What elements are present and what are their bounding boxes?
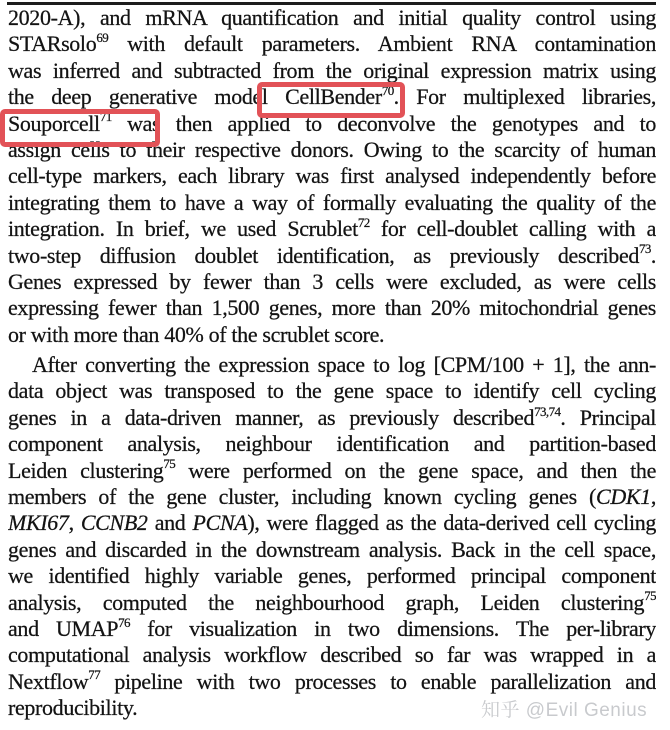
text-line: integration. In brief, we used Scrublet$^{72}$ for cell-doublet calling with a xyxy=(8,216,656,242)
text-line: Nextflow$^{77}$ pipeline with two processes to enable parallelization and xyxy=(8,668,656,694)
text-line: and UMAP$^{76}$ for visualization in two dimensions. The per-library xyxy=(8,615,656,641)
text-line: STARsolo$^{69}$ with default parameters. Ambient RNA contamination xyxy=(8,31,656,57)
text-line: assign cells to their respective donors. Owing to the scarcity of human xyxy=(8,136,656,162)
text-line: members of the gene cluster, including known cycling genes (CDK1, xyxy=(8,484,656,510)
text-line: reproducibility. xyxy=(8,695,138,721)
text-line: cell-type markers, each library was first analysed independently before xyxy=(8,163,656,189)
text-line: the deep generative model CellBender$^{70}$. For multiplexed libraries, xyxy=(8,84,656,110)
text-line: two-step diffusion doublet identification, as previously described$^{73}$. xyxy=(8,242,656,268)
text-line: component analysis, neighbour identification and partition-based xyxy=(8,431,656,457)
methods-text-column xyxy=(8,5,656,722)
text-line: Genes expressed by fewer than 3 cells were excluded, as were cells xyxy=(8,268,656,294)
text-line: or with more than 40% of the scrublet score. xyxy=(8,321,385,347)
text-line: integrating them to have a way of formally evaluating the quality of the xyxy=(8,189,656,215)
text-line: we identified highly variable genes, performed principal component xyxy=(8,563,656,589)
text-line: genes and discarded in the downstream analysis. Back in the cell space, xyxy=(8,536,656,562)
text-line: expressing fewer than 1,500 genes, more than 20% mitochondrial genes xyxy=(8,295,656,321)
text-line: After converting the expression space to log [CPM/100 + 1], the ann- xyxy=(32,352,656,378)
text-line: analysis, computed the neighbourhood graph, Leiden clustering$^{75}$ xyxy=(8,589,656,615)
methods-paragraph-2 xyxy=(8,352,656,721)
zhihu-watermark: 知乎 @Evil Genius xyxy=(481,700,648,721)
text-line: genes in a data-driven manner, as previously described$^{73,74}$. Principal xyxy=(8,404,656,430)
text-line: 2020-A), and mRNA quantification and initial quality control using xyxy=(8,5,656,30)
text-line: was inferred and subtracted from the original expression matrix using xyxy=(8,57,656,83)
text-line: Souporcell$^{71}$ was then applied to deconvolve the genotypes and to xyxy=(8,110,656,136)
text-line: Leiden clustering$^{75}$ were performed on the gene space, and then the xyxy=(8,457,656,483)
text-line: data object was transposed to the gene space to identify cell cycling xyxy=(8,378,656,404)
text-line: computational analysis workflow described so far was wrapped in a xyxy=(8,642,656,668)
methods-paragraph-1 xyxy=(8,5,656,348)
text-line: MKI67, CCNB2 and PCNA), were flagged as the data-derived cell cycling xyxy=(8,510,656,536)
